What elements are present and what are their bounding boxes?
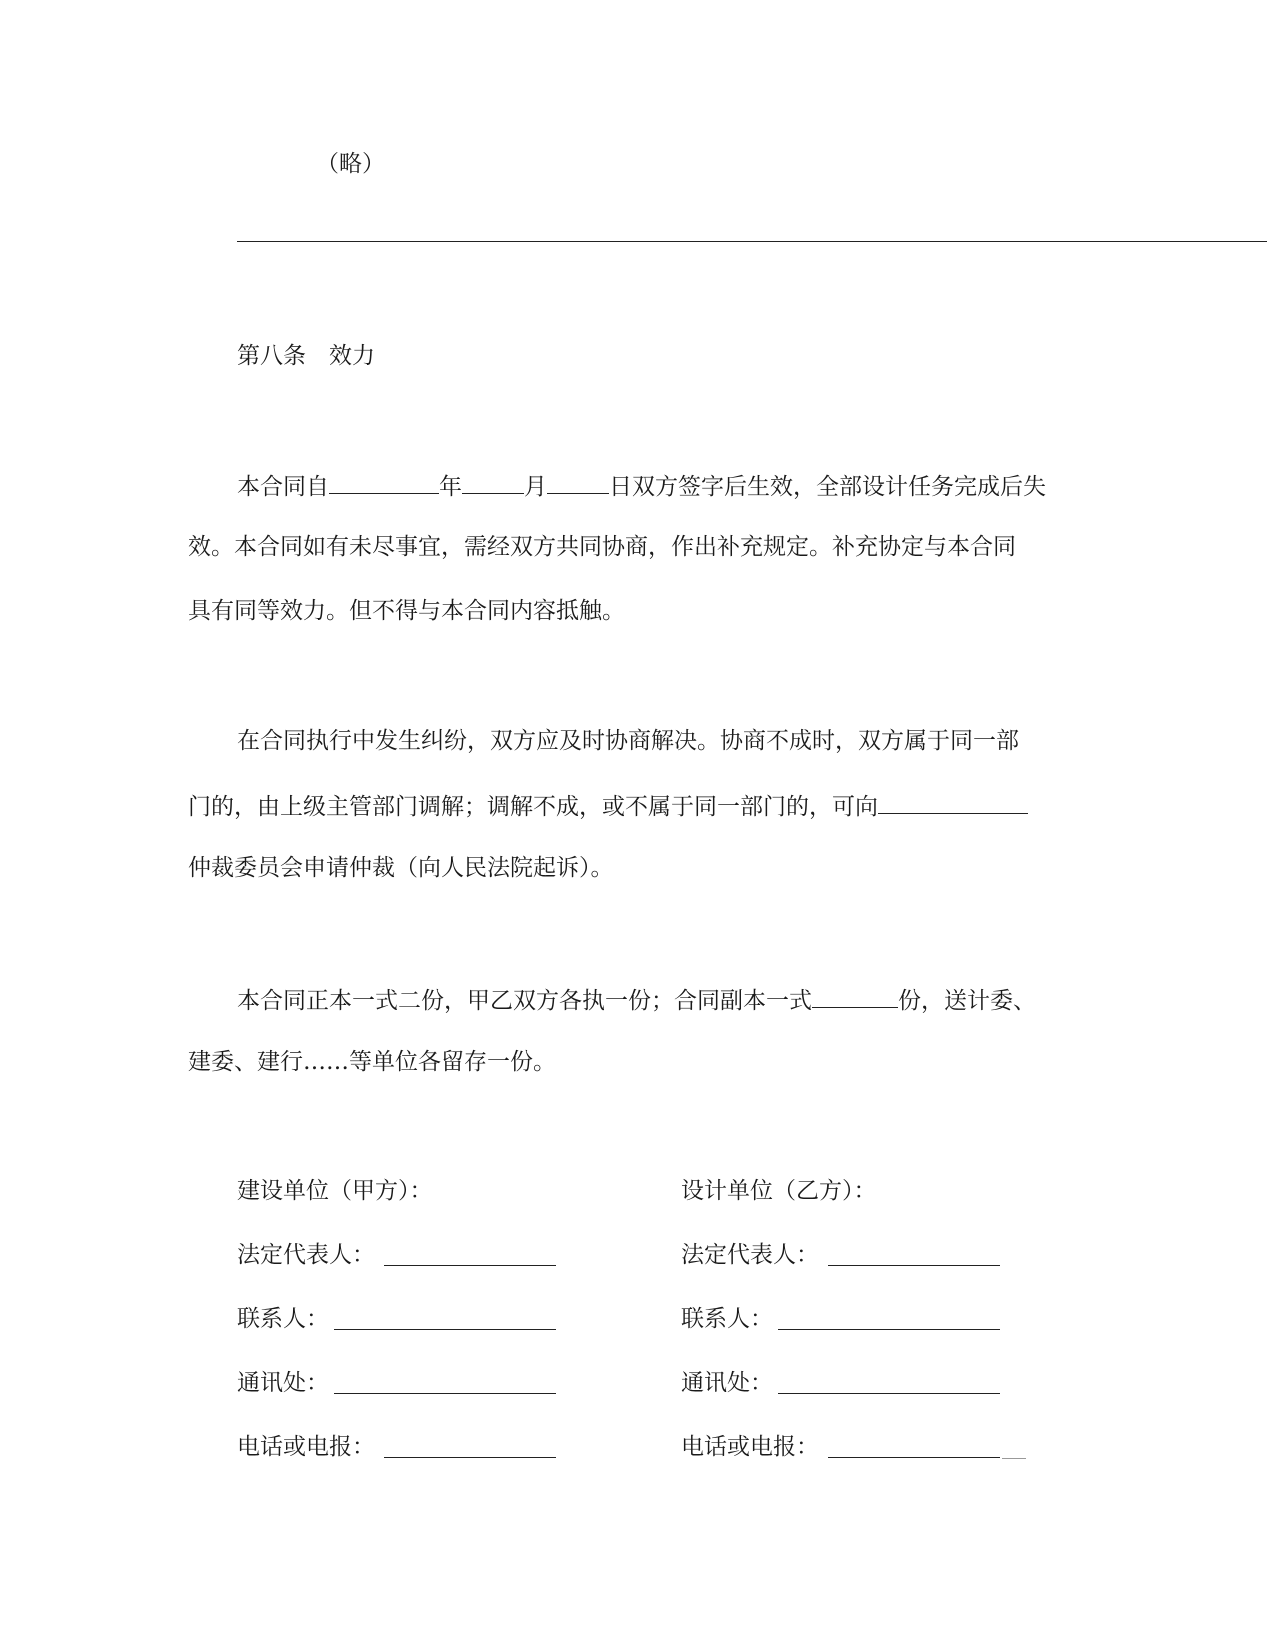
party-a-address-label: 通讯处：: [237, 1370, 329, 1396]
para1-line1: [237, 473, 1046, 499]
divider-line: [237, 241, 1267, 242]
para1-text-d: 日双方签字后生效，全部设计任务完成后失: [609, 474, 1046, 500]
copies-blank[interactable]: [812, 987, 898, 1008]
day-blank[interactable]: [547, 473, 609, 494]
year-blank[interactable]: [329, 473, 439, 494]
party-a-title: 建设单位（甲方）：: [237, 1178, 433, 1204]
para3-text-b: 份，送计委、: [898, 988, 1036, 1014]
party-a-address-field[interactable]: [334, 1393, 556, 1394]
para2-line1: 在合同执行中发生纠纷，双方应及时协商解决。协商不成时，双方属于同一部: [237, 728, 1019, 754]
arbitration-blank[interactable]: [878, 793, 1028, 814]
party-b-title: 设计单位（乙方）：: [681, 1178, 877, 1204]
party-a-legal-rep-field[interactable]: [384, 1265, 556, 1266]
para2-text: 门的，由上级主管部门调解；调解不成，或不属于同一部门的，可向: [188, 794, 878, 820]
party-a-contact-label: 联系人：: [237, 1306, 329, 1332]
party-b-address-label: 通讯处：: [681, 1370, 773, 1396]
party-a-legal-rep-label: 法定代表人：: [237, 1242, 375, 1268]
party-b-contact-field[interactable]: [778, 1329, 1000, 1330]
para2-line3: 仲裁委员会申请仲裁（向人民法院起诉）。: [188, 855, 614, 881]
para3-text-a: 本合同正本一式二份，甲乙双方各执一份；合同副本一式: [237, 988, 812, 1014]
para3-line2: 建委、建行……等单位各留存一份。: [188, 1049, 556, 1075]
party-a-phone-field[interactable]: [384, 1457, 556, 1458]
para1-line3: 具有同等效力。但不得与本合同内容抵触。: [188, 598, 625, 624]
party-a-phone-label: 电话或电报：: [237, 1434, 375, 1460]
omitted-text: （略）: [316, 151, 385, 177]
party-b-phone-field-tail: [1002, 1458, 1026, 1459]
month-blank[interactable]: [462, 473, 524, 494]
para1-line2: 效。本合同如有未尽事宜，需经双方共同协商，作出补充规定。补充协定与本合同: [188, 534, 1016, 560]
party-b-contact-label: 联系人：: [681, 1306, 773, 1332]
party-b-legal-rep-field[interactable]: [828, 1265, 1000, 1266]
para1-text-c: 月: [524, 474, 547, 500]
party-b-phone-label: 电话或电报：: [681, 1434, 819, 1460]
party-b-address-field[interactable]: [778, 1393, 1000, 1394]
para1-text-a: 本合同自: [237, 474, 329, 500]
party-b-phone-field[interactable]: [828, 1457, 1000, 1458]
para3-line1: [237, 987, 1036, 1013]
party-a-contact-field[interactable]: [334, 1329, 556, 1330]
article-title: 第八条 效力: [237, 343, 375, 369]
para1-text-b: 年: [439, 474, 462, 500]
para2-line2: [188, 793, 1028, 819]
party-b-legal-rep-label: 法定代表人：: [681, 1242, 819, 1268]
